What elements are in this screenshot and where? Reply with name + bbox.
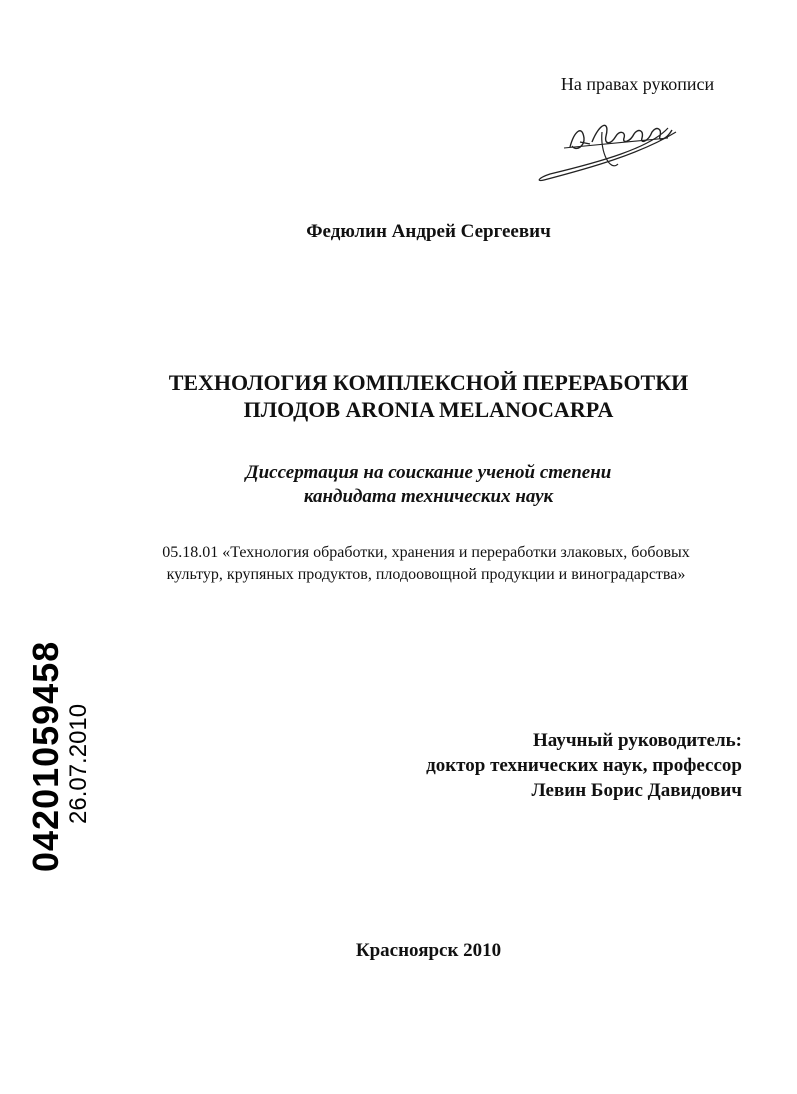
stamp-date: 26.07.2010 xyxy=(65,703,92,824)
stamp-id: 04201059458 xyxy=(25,640,66,872)
supervisor-label: Научный руководитель: xyxy=(533,730,742,751)
thesis-title xyxy=(0,369,797,423)
author-signature xyxy=(530,102,690,192)
city-year: Красноярск 2010 xyxy=(355,940,502,961)
degree-line-2: кандидата технических наук xyxy=(303,486,554,507)
degree-statement xyxy=(0,461,797,509)
thesis-title-line-2: ПЛОДОВ ARONIA MELANOCARPA xyxy=(243,397,614,422)
specialty-line-1: 05.18.01 «Технология обработки, хранения и переработки злаковых, бобовых xyxy=(162,544,690,561)
supervisor-degree: доктор технических наук, профессор xyxy=(426,755,742,776)
specialty-line-2: культур, крупяных продуктов, плодоовощной продукции и виноградарства» xyxy=(166,566,686,583)
rights-note: На правах рукописи xyxy=(560,74,715,94)
specialty-code xyxy=(0,542,797,586)
degree-line-1: Диссертация на соискание ученой степени xyxy=(245,462,612,483)
library-stamp xyxy=(26,641,92,872)
author-name: Федюлин Андрей Сергеевич xyxy=(306,221,551,242)
supervisor-name: Левин Борис Давидович xyxy=(531,780,742,801)
supervisor-block xyxy=(426,728,742,803)
thesis-title-line-1: ТЕХНОЛОГИЯ КОМПЛЕКСНОЙ ПЕРЕРАБОТКИ xyxy=(168,370,689,395)
